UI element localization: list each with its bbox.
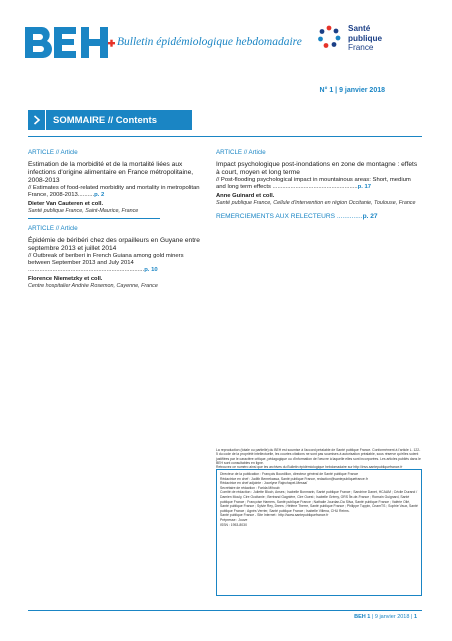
article-rubric: ARTICLE // Article [28,225,78,233]
editorial-line: Secrétaire de rédaction : Farida Mihoub [220,485,280,490]
sommaire-header [28,110,192,130]
article-entry[interactable] [28,149,204,214]
remerciements-entry[interactable]: REMERCIEMENTS AUX RELECTEURS ..............p. 27 [216,213,378,221]
article-title-en: // Estimates of food-related morbidity and mortality in metropolitan France, 2008-2013..........p. 2 [28,184,200,198]
editorial-line: Santé publique France - Site Internet : http://www.santepubliquefrance.fr [220,513,329,518]
article-affiliation: Santé publique France, Cellule d'intervention en région Occitanie, Toulouse, France [216,199,416,206]
editorial-line: Rédactrice en chef : Judith Benrekassa, Santé publique France, redaction@santepubliquefrance.fr [220,476,368,481]
sommaire-divider [28,136,422,137]
bulletin-title: Bulletin épidémiologique hebdomadaire [117,36,302,48]
article-authors: Florence Niemetzky et coll. [28,276,103,283]
article-page-ref: p. 17 [357,183,372,190]
footer-divider [28,610,422,611]
beh-logo [24,24,116,62]
sommaire-label: SOMMAIRE // Contents [53,114,157,126]
article-title: Estimation de la morbidité et de la mortalité liées aux infections d'origine alimentaire en France métropolitaine, 2008-2013 [28,161,194,184]
editorial-line: ISSN : 1953-8030 [220,522,247,527]
article-page-ref: p. 2 [94,191,105,198]
editorial-line: Rédactrice en chef adjointe : Jocelyne Rajnchapel-Messaï [220,481,308,486]
reproduction-notice: La reproduction (totale ou partielle) du BEH est soumise à l'accord préalable de Santé publique France. Conformément à l'article L. 122-5 du code de la propriété intellectuelle, les courtes citations ne sont pas soumises à autorisation préalable, sous réserve qu'elles soient justifiées par le caractère critique, pédagogique ou d'information de l'œuvre à laquelle elles sont incorporées. Les articles publiés dans le BEH sont consultables en ligne. [216,448,421,465]
sante-publique-france-logo-icon [316,24,342,50]
legal-notice [216,448,422,469]
article-authors: Dieter Van Cauteren et coll. [28,200,104,207]
issue-number: N° 1 | 9 janvier 2018 [319,87,385,94]
article-rubric: ARTICLE // Article [216,149,266,156]
article-authors: Anne Guinard et coll. [216,192,275,199]
article-entry[interactable] [216,149,422,206]
archives-notice: Retrouvez ce numéro ainsi que les archives du Bulletin épidémiologique hebdomadaire sur http://invs.santepubliquefrance.fr [216,465,403,470]
article-divider [28,218,160,219]
article-affiliation: Centre hospitalier Andrée Rosemon, Cayenne, France [28,283,158,290]
article-entry[interactable] [28,225,204,289]
article-affiliation: Santé publique France, Saint-Maurice, France [28,207,139,214]
editorial-line: Prépresse : Jouve [220,517,248,522]
contents-right-column [216,149,422,221]
footer-label: BEH 1 [354,614,371,620]
remerciements-page-ref: p. 27 [362,213,378,221]
article-title: Épidémie de béribéri chez des orpailleurs en Guyane entre septembre 2013 et juillet 2014 [28,237,200,253]
article-page-ref: p. 10 [144,267,158,274]
publisher-name: Santé publique France [348,24,383,53]
article-title: Impact psychologique post-inondations en zone de montagne : effets à court, moyen et long terme [216,161,418,176]
article-rubric: ARTICLE // Article [28,149,78,156]
article-title-en: // Post-flooding psychological impact in mountainous areas: Short, medium and long term effects ....................................................p. 17 [216,176,411,190]
page-footer: BEH 1 | 9 janvier 2018 | 1 [354,614,417,620]
footer-date: 9 janvier 2018 [374,614,410,620]
footer-page-number: 1 [413,614,417,620]
editorial-line: Directeur de la publication : François Bourdillon, directeur général de Santé publique France [220,472,359,476]
article-title-en: // Outbreak of beriberi in French Guiana among gold miners between September 2013 and July 2014 .......................................................................p. 10 [28,253,184,274]
chevron-right-icon [28,110,46,130]
contents-left-column [28,149,204,290]
editorial-line: Comité de rédaction : Juliette Bloch, Anses ; Isabelle Bonmarin, Santé publique France ; Sandrine Danet, HCAAM ; Cécile Durand / Damien Mouly, Cire Occitanie ; Bertrand Gagnière, Cire Ouest ; Isabelle Grémy, ORS Île-de-France ; Romain Guignard, Santé publique France ; Françoise Hamers, Santé publique France ; Nathalie Jourdan-Da Silva, Santé publique France ; Valérie Olié, Santé publique France ; Sylvie Rey, Drees ; Hélène Therre, Santé publique France ; Philippe Tuppin, CnamTS ; Sophie Vaux, Santé publique France ; Agnès Verrier, Santé publique France ; Isabelle Villena, CHU Reims. [220,490,418,513]
editorial-box [216,469,422,596]
